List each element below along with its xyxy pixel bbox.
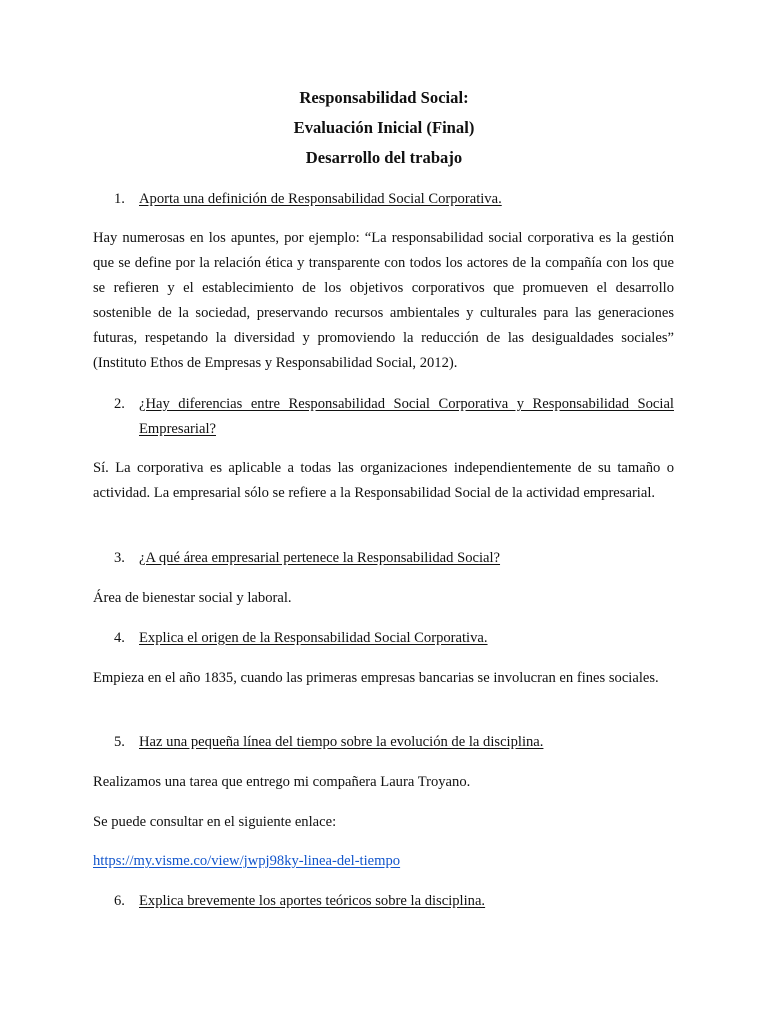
answer-2: Sí. La corporativa es aplicable a todas las organizaciones independientemente de su tamaño o actividad. La empresarial sólo se refiere a la Responsabilidad Social de la actividad empresarial. — [93, 460, 674, 501]
question-number: 5. — [114, 734, 125, 750]
question-5 — [94, 730, 674, 755]
answer-4: Empieza en el año 1835, cuando las primeras empresas bancarias se involucran en fines sociales. — [93, 670, 659, 686]
timeline-link[interactable]: https://my.visme.co/view/jwpj98ky-linea-del-tiempo — [93, 853, 401, 869]
question-text: ¿Hay diferencias entre Responsabilidad Social Corporativa y Responsabilidad Social Empresarial? — [139, 396, 674, 437]
question-number: 4. — [114, 630, 125, 646]
question-1 — [94, 187, 674, 212]
question-text: Explica brevemente los aportes teóricos sobre la disciplina. — [139, 893, 486, 909]
question-text: Aporta una definición de Responsabilidad Social Corporativa. — [139, 191, 502, 207]
question-6 — [94, 889, 674, 914]
question-3 — [94, 546, 674, 571]
document-section-heading: Desarrollo del trabajo — [305, 148, 463, 167]
question-number: 6. — [114, 893, 125, 909]
question-2 — [94, 392, 674, 442]
document-subtitle: Evaluación Inicial (Final) — [293, 118, 475, 137]
question-text: Explica el origen de la Responsabilidad Social Corporativa. — [139, 630, 488, 646]
question-4 — [94, 626, 674, 651]
question-text: ¿A qué área empresarial pertenece la Responsabilidad Social? — [139, 550, 501, 566]
answer-3: Área de bienestar social y laboral. — [93, 590, 292, 606]
question-number: 3. — [114, 550, 125, 566]
answer-1: Hay numerosas en los apuntes, por ejemplo: “La responsabilidad social corporativa es la gestión que se define por la relación ética y transparente con todos los actores de la compañía con los que se refieren y el establecimiento de los objetivos corporativos que promueven el desarrollo sostenible de la sociedad, preservando recursos ambientales y culturales para las generaciones futuras, respetando la diversidad y promoviendo la reducción de las desigualdades sociales” (Instituto Ethos de Empresas y Responsabilidad Social, 2012). — [93, 230, 674, 371]
timeline-link-wrapper — [93, 849, 674, 874]
question-text: Haz una pequeña línea del tiempo sobre la evolución de la disciplina. — [139, 734, 544, 750]
question-number: 2. — [114, 396, 125, 412]
answer-5-line-1: Realizamos una tarea que entrego mi compañera Laura Troyano. — [93, 774, 471, 790]
document-title: Responsabilidad Social: — [299, 88, 469, 107]
answer-5-line-2: Se puede consultar en el siguiente enlace: — [93, 814, 337, 830]
question-number: 1. — [114, 191, 125, 207]
